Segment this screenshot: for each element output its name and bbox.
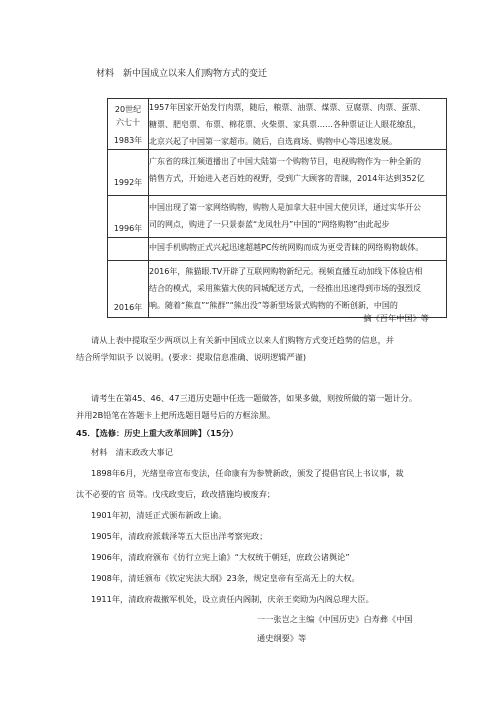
material-heading: 材料 新中国成立以来人们购物方式的变迁 <box>96 69 268 79</box>
question-line: 结合所学知识予 以说明。(要求：提取信息准确、说明逻辑严谨) <box>76 352 307 362</box>
year-label: 1983年 <box>113 136 143 145</box>
description-line: 结合的模式，采用熊猫大侠的同城配送方式，一经推出迅速得到市场的强烈反 <box>149 284 421 293</box>
description-line: 北京兴起了中国第一家超市。随后，自选商场、购物中心等迅速发展。 <box>149 137 397 146</box>
question-line: 请从上表中提取至少两项以上有关新中国成立以来人们购物方式变迁趋势的信息，并 <box>91 335 394 345</box>
description-line: 广东省的珠江频道播出了中国大陆第一个购物节目，电视购物作为一种全新的 <box>149 157 421 166</box>
table-row <box>108 99 447 150</box>
shopping-history-table <box>107 98 447 318</box>
description-cell <box>149 99 447 150</box>
description-line: 响。随着“熊直”“熊群”“熊出没”等新型场景式购物的不断创新，中国的 <box>149 301 398 310</box>
description-line: 中国出现了第一家网络购物，购物人是加拿大驻中国大使贝详，通过实华开公 <box>149 203 421 212</box>
table-row <box>108 150 447 196</box>
description-line: 2016年，熊猫眼.TV开辟了互联网购物新纪元。视频直播互动加线下体验店相 <box>149 267 423 276</box>
material-heading: 材料 清末政改大事记 <box>91 447 173 457</box>
reform-item: 1898年6月，光绪皇帝宣布变法，任命康有为参赞新政，颁发了提倡官民上书议事，裁 <box>91 468 404 478</box>
description-cell <box>149 261 447 318</box>
reform-item: 1911年，清政府裁撤军机处，设立责任内阁制，庆亲王奕劻为内阁总理大臣。 <box>91 594 374 604</box>
year-label: 2016年 <box>113 303 143 312</box>
year-cell <box>108 99 149 150</box>
reform-item: 1908年，清廷颁布《钦定宪法大纲》23条，规定皇帝有至高无上的大权。 <box>91 573 360 583</box>
instruction-line: 请考生在第45、46、47三道历史题中任选一题做答，如果多做，则按所做的第一题计分。 <box>91 393 418 403</box>
question-45-title: 45．【选修：历史上重大改革回眸】（15分） <box>76 428 238 438</box>
description-cell <box>149 196 447 238</box>
description-cell <box>149 150 447 196</box>
description-line: 司的网点，购进了一只景泰蓝“龙凤牡丹”中国的“网络购物”由此起步 <box>149 220 390 229</box>
year-label: 六七十 <box>116 118 140 127</box>
description-cell <box>149 238 447 261</box>
reform-item: 汰不必要的官 员等。戊戌政变后，政改措施均被废弃； <box>76 489 276 499</box>
year-label: 20世纪 <box>114 105 142 114</box>
year-cell <box>108 196 149 238</box>
year-cell <box>108 238 149 261</box>
year-label: 1992年 <box>113 178 143 187</box>
reform-item: 1905年，清政府派载泽等五大臣出洋考察宪政； <box>91 531 268 541</box>
year-label: 1996年 <box>113 224 143 233</box>
reform-item: 1906年，清政府颁布《仿行立宪上谕》“大权统于朝廷，庶政公诸舆论” <box>91 552 350 562</box>
reform-item: 1901年初，清廷正式颁布新政上谕。 <box>91 510 227 520</box>
description-line: 1957年国家开始发行肉票，随后，粮票、油票、煤票、豆腐票、肉票、蛋票、 <box>149 103 426 112</box>
reform-source: 通史纲要》等 <box>257 633 307 643</box>
description-line: 销售方式，开始进入老百姓的视野，受到广大顾客的青睐，2014年达到352亿 <box>149 174 425 183</box>
table-row <box>108 238 447 261</box>
year-cell <box>108 261 149 318</box>
table-row <box>108 196 447 238</box>
table-row <box>108 261 447 318</box>
description-line: 中国手机购物正式兴起迅速超越PC传统网购而成为更受青睐的网络购物载体。 <box>149 243 424 252</box>
reform-source: 一一张岂之主编《中国历史》白寿彝《中国 <box>257 614 413 624</box>
table-source: 一一摘《百年中国》等 <box>347 313 429 323</box>
description-line: 糖票、肥皂票、布票、棉花票、火柴票、家具票……各种票证让人眼花缭乱， <box>149 120 421 129</box>
year-cell <box>108 150 149 196</box>
instruction-line: 并用2B铅笔在答题卡上把所选题目题号后的方框涂黑。 <box>76 410 276 420</box>
